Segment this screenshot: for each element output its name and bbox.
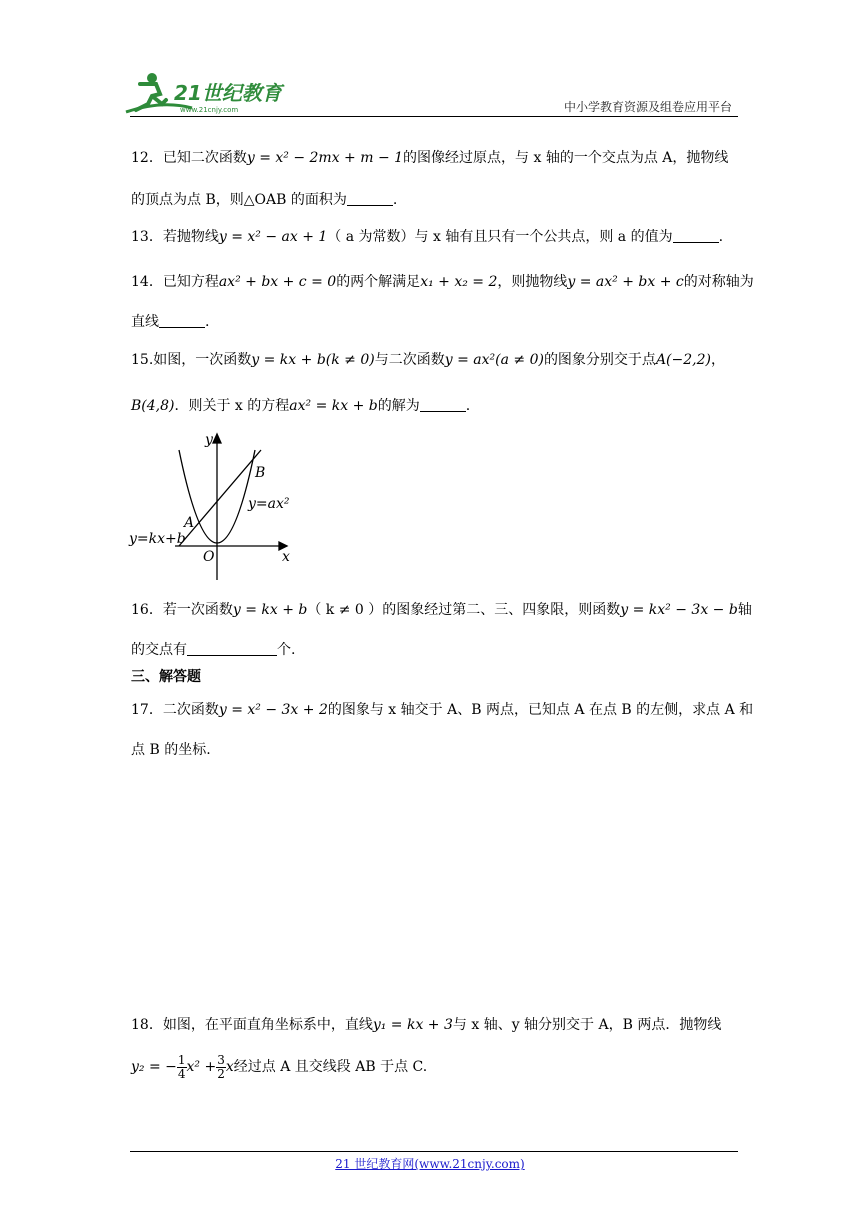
origin-label: O xyxy=(203,549,215,565)
x-axis-label: x xyxy=(282,549,290,565)
answer-blank-12[interactable] xyxy=(347,191,393,206)
platform-name: 中小学教育资源及组卷应用平台 xyxy=(563,100,732,114)
site-logo xyxy=(122,70,292,116)
fraction-three-halves: $\frac{3}{2}$ xyxy=(217,1052,225,1081)
question-17-line-1: 17．二次函数y = x² − 3x + 2的图象与 x 轴交于 A、B 两点，已知点 A 在点 B 的左侧，求点 A 和 xyxy=(131,702,754,718)
fraction-one-quarter: $\frac{1}{4}$ xyxy=(177,1052,186,1081)
question-16-line-2: 的交点有 个. xyxy=(131,642,296,658)
point-b-label: B xyxy=(255,465,266,481)
answer-blank-16[interactable] xyxy=(187,641,277,656)
footer-divider xyxy=(130,1151,738,1152)
question-15-line-2: B(4,8)．则关于 x 的方程ax² = kx + b的解为 . xyxy=(131,398,471,414)
line-label: y=kx+b xyxy=(129,531,186,547)
point-a-label: A xyxy=(184,515,195,531)
y-axis-arrow xyxy=(213,434,221,443)
footer-link[interactable]: 21 世纪教育网(www.21cnjy.com) xyxy=(335,1157,525,1171)
logo-text: 21世纪教育 xyxy=(174,81,282,105)
parabola-label: y=ax² xyxy=(248,496,290,512)
answer-blank-13[interactable] xyxy=(673,228,719,243)
question-13: 13．若抛物线y = x² − ax + 1（ a 为常数）与 x 轴有且只有一个公共点，则 a 的值为 . xyxy=(131,229,724,245)
answer-blank-15[interactable] xyxy=(420,397,466,412)
question-15-line-1: 15.如图，一次函数y = kx + b(k ≠ 0)与二次函数y = ax²(a ≠ 0)的图象分别交于点A(−2,2)， xyxy=(131,352,725,368)
question-12-line-1: 12．已知二次函数y = x² − 2mx + m − 1的图像经过原点，与 x 轴的一个交点为点 A，抛物线 xyxy=(131,150,729,166)
function-graph-figure xyxy=(127,430,307,580)
y-axis-label: y xyxy=(205,432,213,448)
logo-subtext: www.21cnjy.com xyxy=(180,106,239,114)
question-14-line-2: 直线 . xyxy=(131,314,210,330)
question-18-line-2: y₂ = − $\frac{1}{4}$ x² + $\frac{3}{2}$ x经过点 A 且交线段 AB 于点 C. xyxy=(131,1052,428,1081)
question-14-line-1: 14．已知方程ax² + bx + c = 0的两个解满足x₁ + x₂ = 2，则抛物线y = ax² + bx + c的对称轴为 xyxy=(131,274,754,290)
question-17-line-2: 点 B 的坐标. xyxy=(131,742,211,758)
question-16-line-1: 16．若一次函数y = kx + b（ k ≠ 0 ）的图象经过第二、三、四象限，则函数y = kx² − 3x − b轴 xyxy=(131,602,752,618)
header-divider xyxy=(130,116,738,117)
question-12-line-2: 的顶点为点 B，则△OAB 的面积为 . xyxy=(131,192,398,208)
section-title-3: 三、解答题 xyxy=(131,669,201,685)
answer-blank-14[interactable] xyxy=(159,313,205,328)
question-18-line-1: 18．如图，在平面直角坐标系中，直线y₁ = kx + 3与 x 轴、y 轴分别交于 A，B 两点．抛物线 xyxy=(131,1017,722,1033)
q12-function: y = x² − 2mx + m − 1 xyxy=(246,150,404,166)
